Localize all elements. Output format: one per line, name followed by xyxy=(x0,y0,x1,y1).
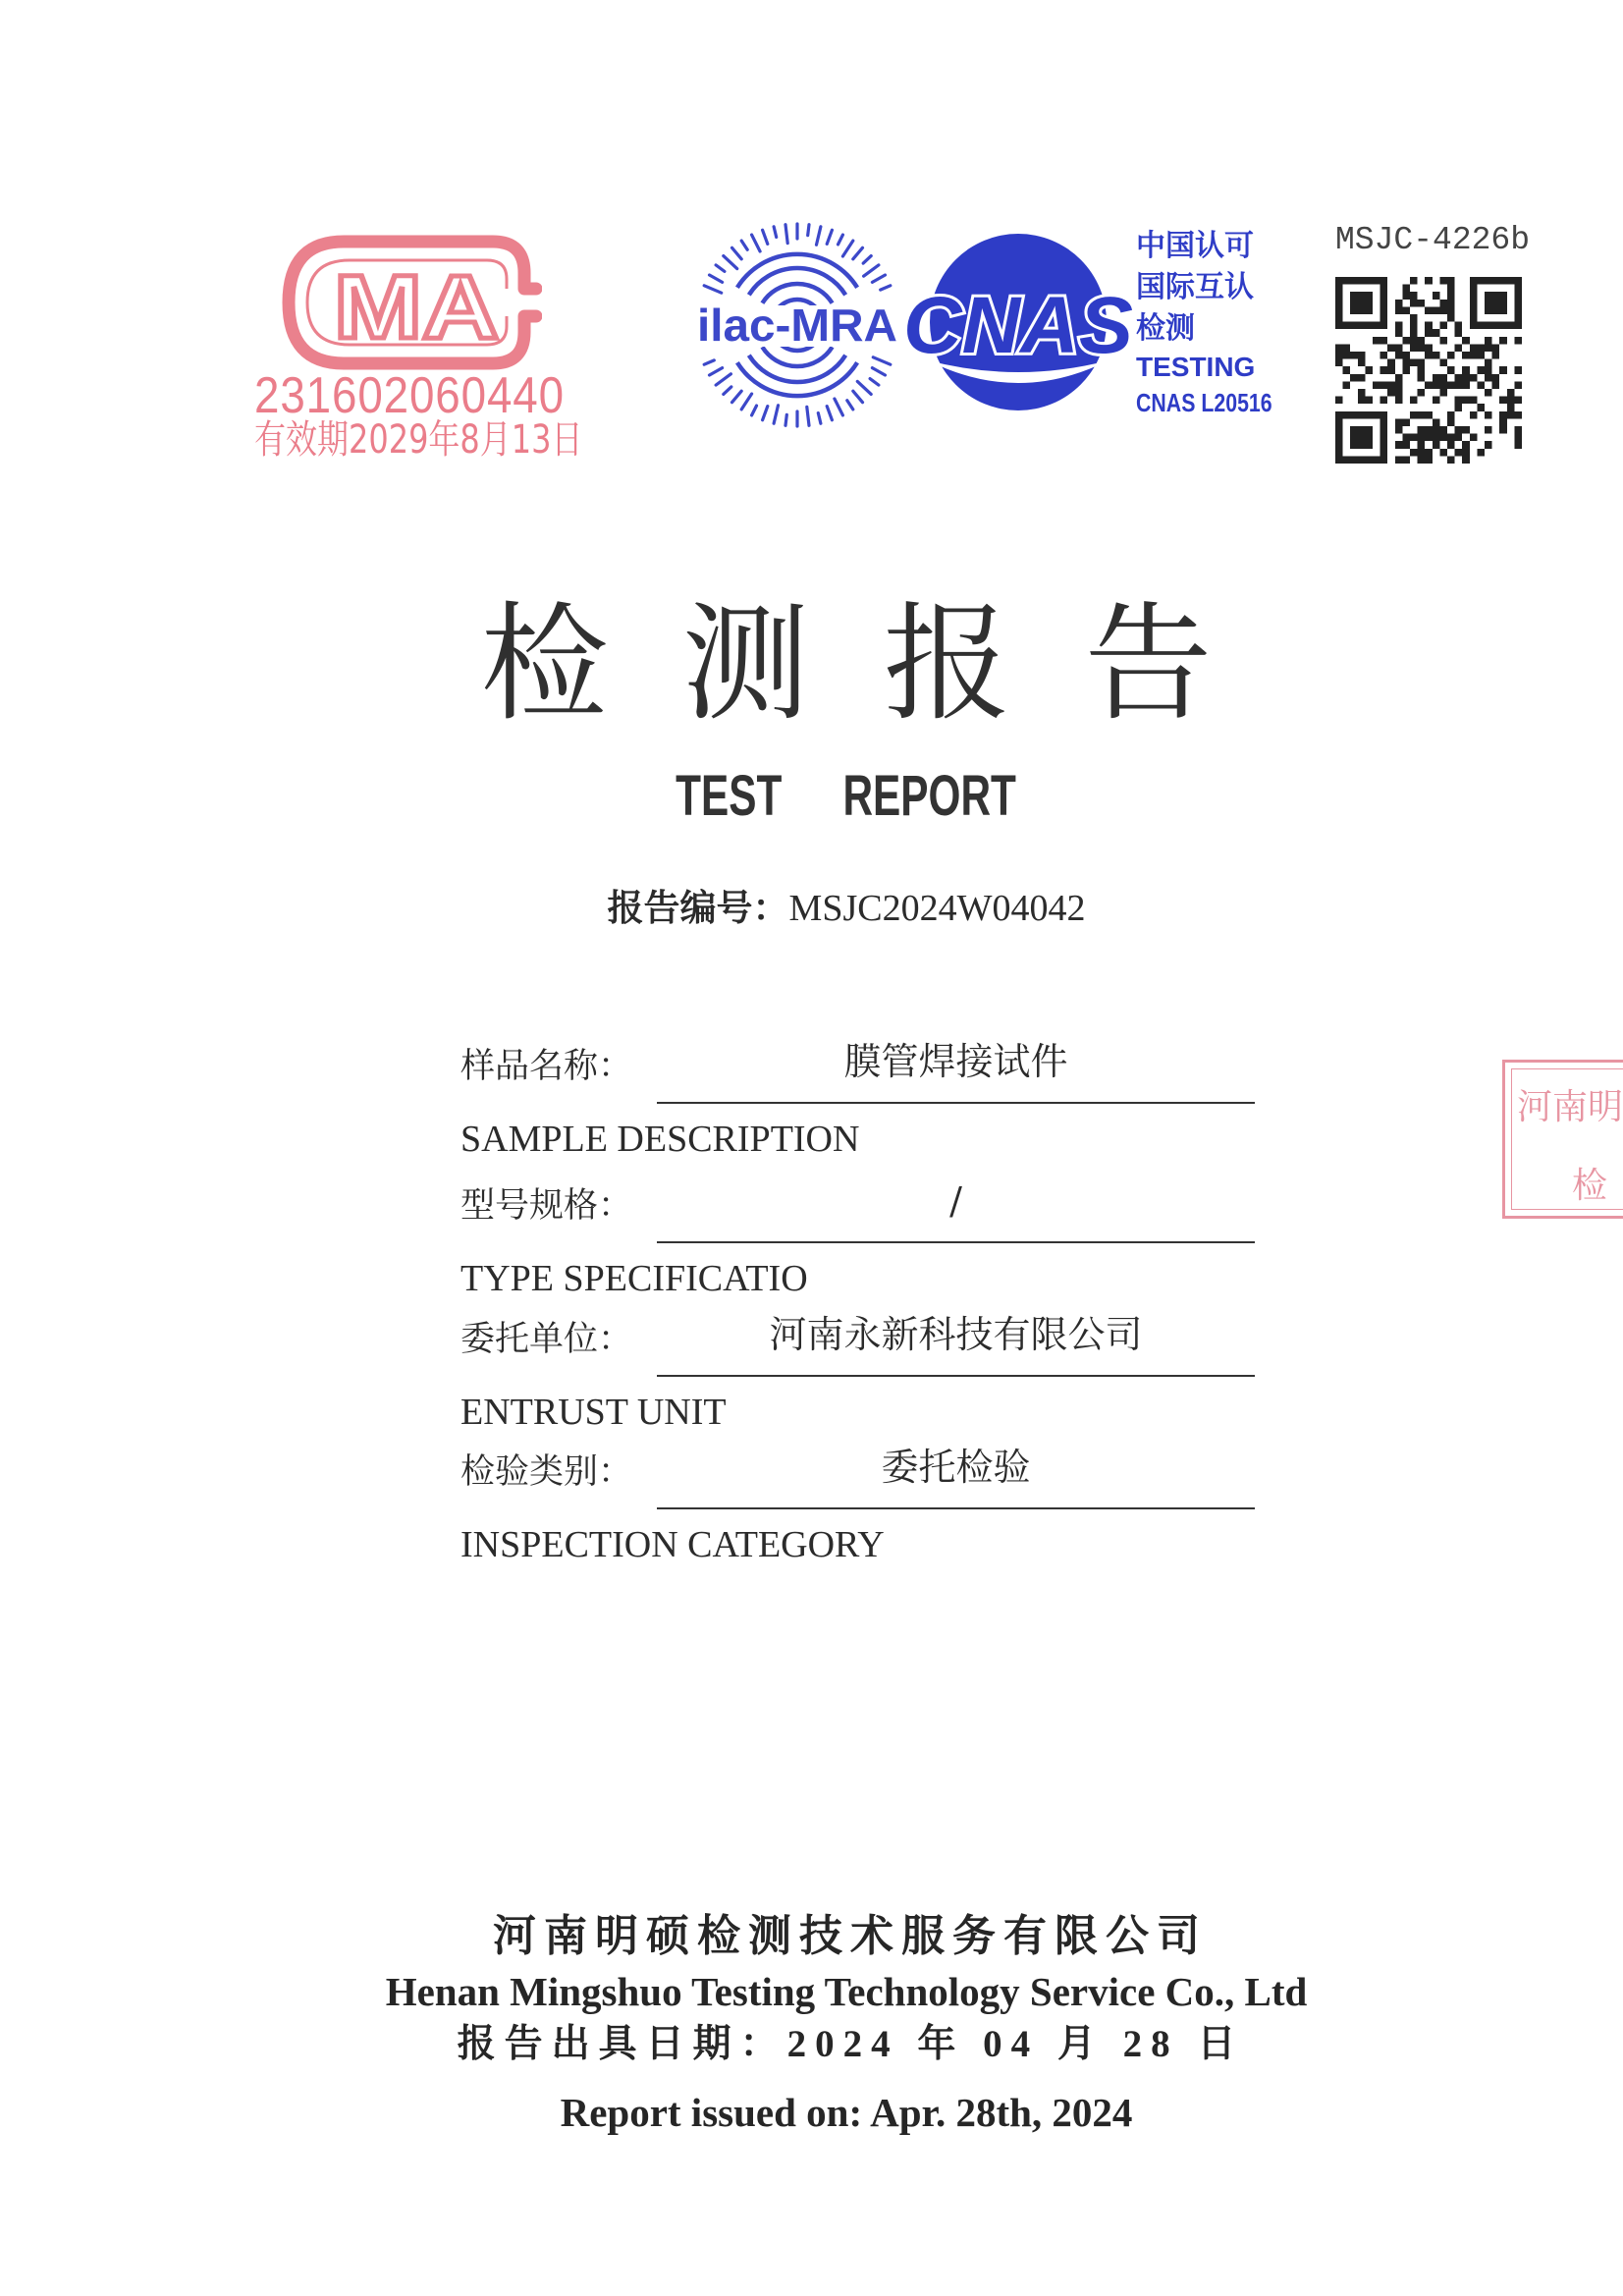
field-inspection-category xyxy=(0,1446,1623,1573)
field-label-en: TYPE SPECIFICATIO xyxy=(460,1258,808,1299)
report-number-label: 报告编号： xyxy=(607,887,789,929)
qr-modules xyxy=(1335,277,1522,464)
ilac-wordmark: ilac-MRA xyxy=(697,300,897,351)
company-name-cn: 河南明硕检测技术服务有限公司 xyxy=(493,1911,1208,1961)
cnas-accredited-text: 中国认可 xyxy=(1136,229,1254,263)
qr-code xyxy=(1335,277,1522,464)
field-label-cn: 样品名称： xyxy=(460,1047,633,1086)
cma-letters: MA xyxy=(334,257,499,357)
report-title-cn: 检测报告 xyxy=(480,589,1286,738)
cnas-wordmark: CNAS xyxy=(903,281,1133,370)
field-label-cn: 委托单位： xyxy=(460,1320,633,1359)
cma-stamp-logo xyxy=(279,232,542,373)
field-sample-description xyxy=(0,1040,1623,1168)
field-label-cn: 检验类别： xyxy=(460,1452,633,1492)
report-title-en-wrap xyxy=(98,764,1595,828)
field-label-en: SAMPLE DESCRIPTION xyxy=(460,1119,860,1160)
field-type-specification xyxy=(0,1179,1623,1307)
cma-registration-number: 231602060440 xyxy=(254,367,565,424)
field-entrust-unit xyxy=(0,1313,1623,1441)
issue-date-en: Report issued on: Apr. 28th, 2024 xyxy=(560,2090,1133,2135)
form-code: MSJC-4226b xyxy=(1335,222,1531,258)
cma-validity-date: 有效期2029年8月13日 xyxy=(254,417,583,463)
field-underline xyxy=(657,1507,1255,1509)
field-underline xyxy=(657,1241,1255,1243)
ilac-mra-logo xyxy=(693,221,901,429)
issue-date-cn: 报告出具日期：2024 年 04 月 28 日 xyxy=(457,2023,1245,2065)
seal-text-line2: 检 xyxy=(1572,1166,1608,1206)
field-underline xyxy=(657,1375,1255,1377)
field-value: 委托检验 xyxy=(881,1446,1031,1489)
cnas-mutual-recognition-text: 国际互认 xyxy=(1136,270,1254,304)
field-label-cn: 型号规格： xyxy=(460,1186,633,1226)
seal-text-line1: 河南明 xyxy=(1517,1087,1623,1127)
cnas-license-number: CNAS L20516 xyxy=(1136,388,1272,417)
field-value: / xyxy=(949,1179,962,1223)
cnas-testing-en-text: TESTING xyxy=(1136,352,1256,382)
cnas-testing-cn-text: 检测 xyxy=(1136,311,1195,346)
report-number-value: MSJC2024W04042 xyxy=(788,888,1086,929)
company-seal-partial xyxy=(1502,1060,1623,1219)
report-number-line xyxy=(98,887,1595,929)
field-label-en: INSPECTION CATEGORY xyxy=(460,1524,885,1565)
company-name-en: Henan Mingshuo Testing Technology Service Co., Ltd xyxy=(385,1969,1308,2014)
field-value: 河南永新科技有限公司 xyxy=(769,1313,1143,1356)
field-underline xyxy=(657,1102,1255,1104)
field-label-en: ENTRUST UNIT xyxy=(460,1392,727,1433)
report-title-en: TEST REPORT xyxy=(676,764,1017,828)
field-value: 膜管焊接试件 xyxy=(843,1040,1068,1083)
cnas-logo xyxy=(898,231,1139,417)
